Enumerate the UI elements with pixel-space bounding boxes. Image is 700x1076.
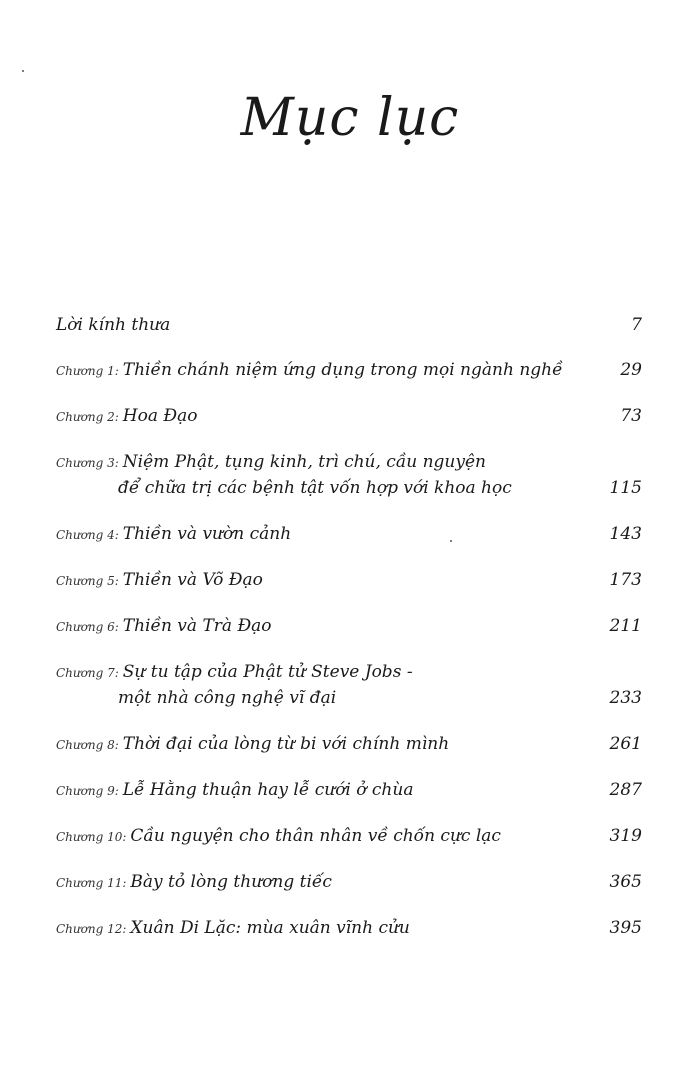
- toc-entry-left: [56, 475, 512, 501]
- toc-entry-line: [56, 869, 642, 895]
- chapter-label: Chương 9:: [56, 784, 119, 798]
- toc-entry-line: [56, 685, 642, 711]
- page-number: 143: [609, 524, 642, 544]
- toc-entry-line: [56, 475, 642, 501]
- chapter-title: Bày tỏ lòng thương tiếc: [130, 872, 332, 892]
- page-number: 211: [609, 616, 642, 636]
- chapter-title: Hoa Đạo: [122, 406, 198, 426]
- toc-entry: [56, 777, 642, 803]
- chapter-title: Thiền và Võ Đạo: [122, 570, 263, 590]
- toc-entry-line: [56, 731, 642, 757]
- page-number: 233: [609, 688, 642, 708]
- toc-entry-left: [56, 357, 563, 384]
- toc-entry-left: [56, 312, 170, 338]
- toc-entry-line: [56, 449, 642, 475]
- toc-entry-left: [56, 613, 272, 640]
- toc-entry-line: [56, 312, 642, 338]
- page-number: 365: [609, 872, 642, 892]
- page-number: 261: [609, 734, 642, 754]
- chapter-label: Chương 5:: [56, 574, 119, 588]
- toc-entry-left: [56, 915, 410, 942]
- chapter-title: Lời kính thưa: [56, 315, 171, 335]
- page-number: 73: [620, 406, 642, 426]
- chapter-label: Chương 7:: [56, 666, 119, 680]
- chapter-title: để chữa trị các bệnh tật vốn hợp với khoa học: [118, 478, 512, 498]
- chapter-label: Chương 8:: [56, 738, 119, 752]
- page-number: 319: [609, 826, 642, 846]
- chapter-label: Chương 11:: [56, 876, 127, 890]
- page-number: 115: [609, 478, 642, 498]
- chapter-title: Thiền và Trà Đạo: [122, 616, 272, 636]
- toc-entry-left: [56, 403, 197, 430]
- toc-entry-left: [56, 869, 332, 896]
- chapter-title: Niệm Phật, tụng kinh, trì chú, cầu nguyện: [122, 452, 486, 472]
- toc-entry-left: [56, 823, 501, 850]
- toc-entry-left: [56, 521, 291, 548]
- toc-entry-left: [56, 449, 486, 476]
- page-title: Mục lục: [240, 88, 460, 148]
- toc-entry: [56, 312, 642, 338]
- toc-entry-left: [56, 777, 413, 804]
- chapter-label: Chương 10:: [56, 830, 127, 844]
- toc-entry: [56, 449, 642, 501]
- scan-speck: [22, 70, 24, 72]
- toc-entry: [56, 403, 642, 429]
- chapter-title: Thiền chánh niệm ứng dụng trong mọi ngành nghề: [122, 360, 563, 380]
- page-number: 287: [609, 780, 642, 800]
- toc-entry-line: [56, 777, 642, 803]
- chapter-label: Chương 6:: [56, 620, 119, 634]
- toc-entry: [56, 521, 642, 547]
- chapter-label: Chương 12:: [56, 922, 127, 936]
- toc-entry-left: [56, 685, 336, 711]
- chapter-title: Lễ Hằng thuận hay lễ cưới ở chùa: [122, 780, 414, 800]
- page-number: 29: [620, 360, 642, 380]
- toc-entry-line: [56, 521, 642, 547]
- toc-entry: [56, 731, 642, 757]
- chapter-title: Thiền và vườn cảnh: [122, 524, 292, 544]
- toc-entry: [56, 869, 642, 895]
- toc-entry-left: [56, 731, 449, 758]
- page-number: 395: [609, 918, 642, 938]
- toc-entry-line: [56, 357, 642, 383]
- chapter-label: Chương 3:: [56, 456, 119, 470]
- chapter-title: một nhà công nghệ vĩ đại: [118, 688, 337, 708]
- toc-entry: [56, 823, 642, 849]
- chapter-title: Cầu nguyện cho thân nhân về chốn cực lạc: [130, 826, 501, 846]
- toc-entry: [56, 659, 642, 711]
- chapter-label: Chương 1:: [56, 364, 119, 378]
- toc-entry-line: [56, 567, 642, 593]
- chapter-title: Xuân Di Lặc: mùa xuân vĩnh cửu: [130, 918, 410, 938]
- chapter-title: Sự tu tập của Phật tử Steve Jobs -: [122, 662, 413, 682]
- page-number: 173: [609, 570, 642, 590]
- page-number: 7: [631, 315, 642, 335]
- table-of-contents: [56, 312, 642, 941]
- toc-entry-line: [56, 823, 642, 849]
- chapter-label: Chương 4:: [56, 528, 119, 542]
- toc-entry-line: [56, 403, 642, 429]
- toc-entry-left: [56, 567, 263, 594]
- chapter-title: Thời đại của lòng từ bi với chính mình: [122, 734, 450, 754]
- toc-entry-line: [56, 613, 642, 639]
- toc-entry-line: [56, 659, 642, 685]
- toc-entry: [56, 613, 642, 639]
- toc-entry: [56, 357, 642, 383]
- toc-entry-left: [56, 659, 413, 686]
- toc-entry: [56, 915, 642, 941]
- toc-entry-line: [56, 915, 642, 941]
- chapter-label: Chương 2:: [56, 410, 119, 424]
- toc-entry: [56, 567, 642, 593]
